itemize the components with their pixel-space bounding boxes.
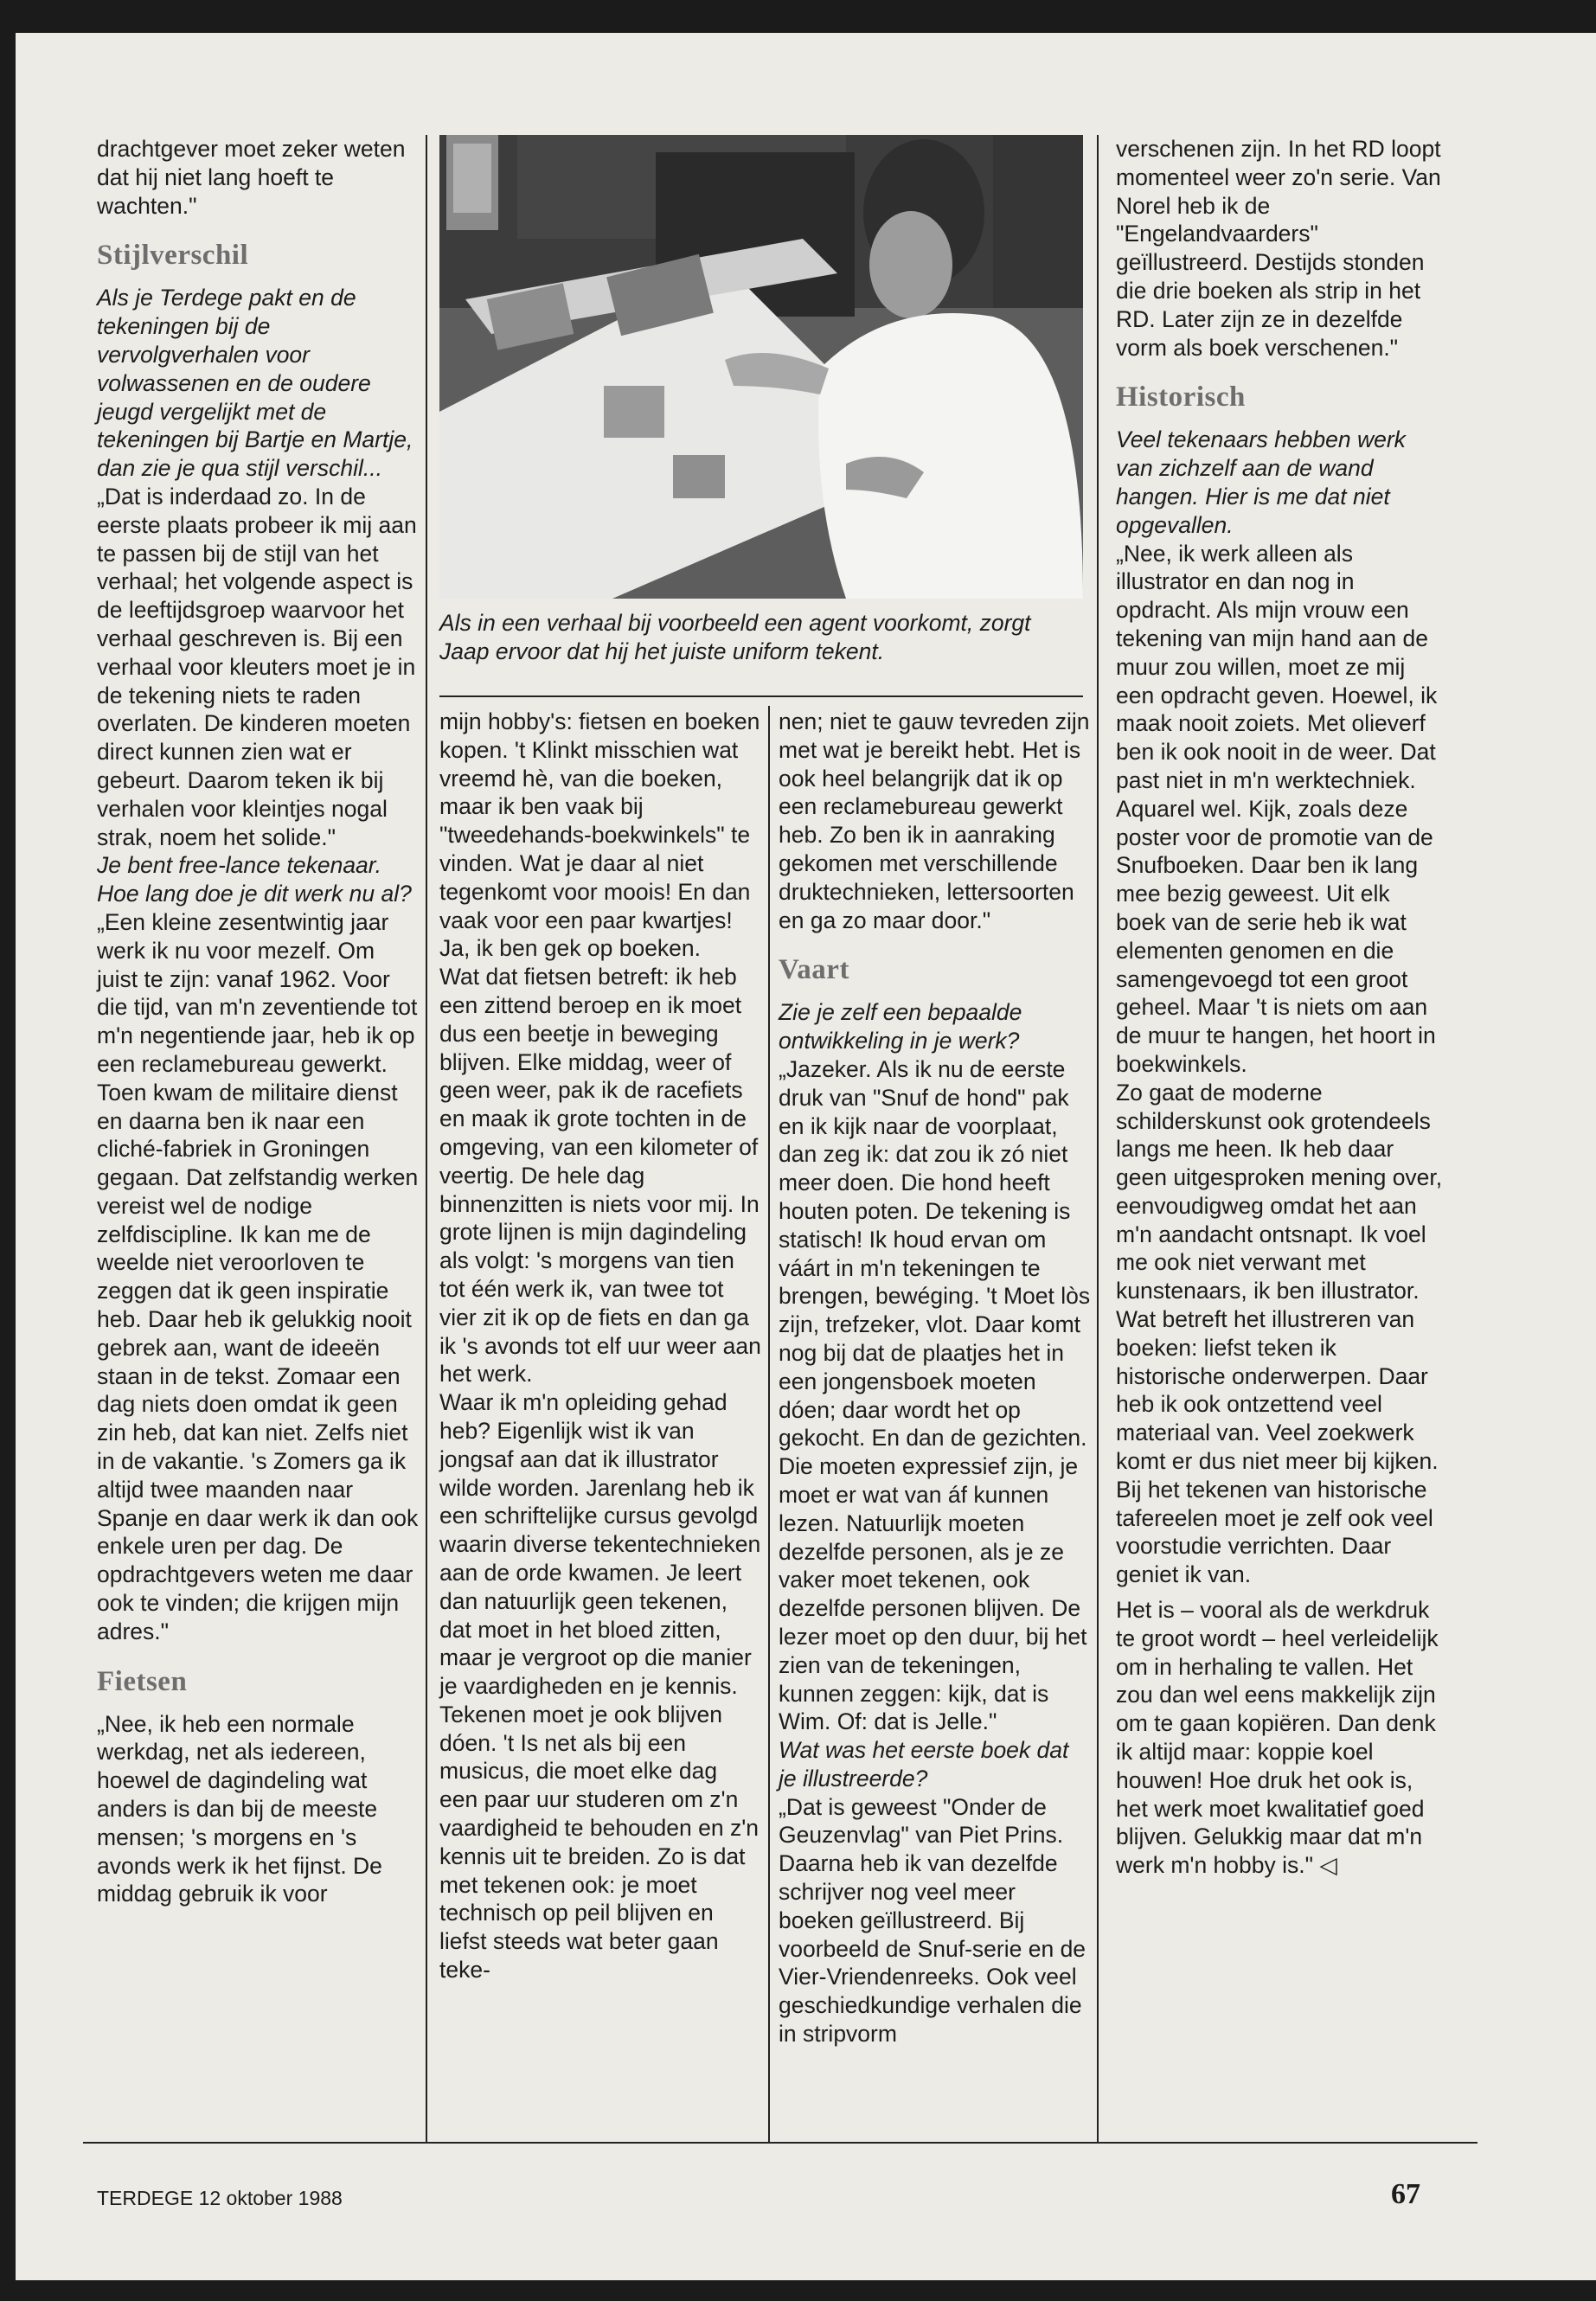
page-number: 67: [1391, 2178, 1420, 2210]
paragraph: verschenen zijn. In het RD loopt momenteel weer zo'n serie. Van Norel heb ik de "Engelandvaarders" geïllustreerd. Destijds stonden die drie boeken als strip in het RD. Later zijn ze in dezelfde vorm als boek verschenen.": [1116, 136, 1441, 361]
section-heading-vaart: Vaart: [779, 954, 849, 986]
photo-artwork: [439, 135, 1083, 599]
paragraph: „Nee, ik heb een normale werkdag, net als iedereen, hoewel de dagindeling wat anders is dan bij de meeste mensen; 's morgens en 's avonds werk ik het fijnst. De middag gebruik ik voor: [97, 1710, 382, 1907]
section-heading-stijlverschil: Stijlverschil: [97, 240, 249, 272]
bottom-rule: [83, 2142, 1477, 2144]
caption-rule: [439, 695, 1083, 697]
paragraph: „Jazeker. Als ik nu de eerste druk van "Snuf de hond" pak en ik kijk naar de voorplaat, dan zeg ik: dat zou ik zó niet meer doen. Die hond heeft houten poten. De tekening is statisch! Ik houd ervan om váárt in m'n tekeningen te brengen, bewéging. 't Moet lòs zijn, trefzeker, vlot. Daar komt nog bij dat de plaatjes het in een jongensboek moeten dóen; daar wordt het op gekocht. En dan de gezichten. Die moeten expressief zijn, je moet er wat van áf kunnen lezen. Natuurlijk moeten dezelfde personen, als je ze vaker moet tekenen, ook dezelfde personen blijven. De lezer moet op den duur, bij het zien van de tekeningen, kunnen zeggen: kijk, dat is Wim. Of: dat is Jelle.": [779, 1055, 1091, 1735]
paragraph: „Nee, ik werk alleen als illustrator en dan nog in opdracht. Als mijn vrouw een tekening van mijn hand aan de muur zou willen, moet ze mij een opdracht geven. Hoewel, ik maak nooit zoiets. Met olieverf ben ik ook nooit in de weer. Dat past niet in m'n werktechniek. Aquarel wel. Kijk, zoals deze poster voor de promotie van de Snufboeken. Daar ben ik lang mee bezig geweest. Uit elk boek van de serie heb ik wat elementen genomen en die samengevoegd tot een groot geheel. Maar 't is niets om aan de muur te hangen, het hoort in boekwinkels.: [1116, 540, 1438, 1077]
paragraph: Wat dat fietsen betreft: ik heb een zittend beroep en ik moet dus een beetje in beweging blijven. Elke middag, weer of geen weer, pak ik de racefiets en maak ik grote tochten in de omgeving, van een kilometer of veertig. De hele dag binnenzitten is niets voor mij. In grote lijnen is mijn dagindeling als volgt: 's morgens van tien tot één werk ik, van twee tot vier zit ik op de fiets en dan ga ik 's avonds tot elf uur weer aan het werk.: [439, 964, 761, 1388]
paragraph: Wat betreft het illustreren van boeken: liefst teken ik historische onderwerpen. Daar heb ik ook ontzettend veel materiaal van. Veel zoekwerk komt er dus niet meer bij kijken. Bij het tekenen van historische tafereelen moet je zelf ook veel voorstudie verrichten. Daar geniet ik van.: [1116, 1306, 1439, 1588]
text-column-3: [779, 708, 1092, 2048]
paragraph: Het is – vooral als de werkdruk te groot wordt – heel verleidelijk om in herhaling te vallen. Het zou dan wel eens makkelijk zijn om te gaan kopiëren. Dan denk ik altijd maar: koppie koel houwen! Hoe druk het ook is, het werk moet kwalitatief goed blijven. Gelukkig maar dat m'n werk m'n hobby is." ◁: [1116, 1597, 1439, 1879]
interview-question: Zie je zelf een bepaalde ontwikkeling in je werk?: [779, 999, 1022, 1054]
paragraph: drachtgever moet zeker weten dat hij niet lang hoeft te wachten.": [97, 136, 406, 219]
paragraph: „Een kleine zesentwintig jaar werk ik nu voor mezelf. Om juist te zijn: vanaf 1962. Voor die tijd, van m'n zeventiende tot m'n negentiende jaar, heb ik op een reclamebureau gewerkt. Toen kwam de militaire dienst en daarna ben ik naar een cliché-fabriek in Groningen gegaan. Dat zelfstandig werken vereist wel de nodige zelfdiscipline. Ik kan me de weelde niet veroorloven te zeggen dat ik geen inspiratie heb. Daar heb ik gelukkig nooit gebrek aan, want de ideeën staan in de tekst. Zomaar een dag niets doen omdat ik geen zin heb, dat kan niet. Zelfs niet in de vakantie. 's Zomers ga ik altijd twee maanden naar Spanje en daar werk ik dan ook enkele uren per dag. De opdrachtgevers weten me daar ook te vinden; die krijgen mijn adres.": [97, 908, 419, 1644]
column-rule-1: [426, 135, 427, 2142]
text-column-2: [439, 708, 761, 1984]
paragraph: „Dat is geweest "Onder de Geuzenvlag" van Piet Prins. Daarna heb ik van dezelfde schrijver nog veel meer boeken geïllustreerd. Bij voorbeeld de Snuf-serie en de Vier-Vriendenreeks. Ook veel geschiedkundige verhalen die in stripvorm: [779, 1793, 1086, 2048]
section-heading-historisch: Historisch: [1116, 381, 1246, 413]
magazine-page: [16, 33, 1596, 2280]
column-rule-3: [1097, 135, 1099, 2142]
paragraph: nen; niet te gauw tevreden zijn met wat je bereikt hebt. Het is ook heel belangrijk dat ik op een reclamebureau gewerkt heb. Zo ben ik in aanraking gekomen met verschillende druktechnieken, lettersoorten en ga zo maar door.": [779, 708, 1090, 933]
illustrator-photo: [439, 135, 1083, 599]
publication-footer: TERDEGE 12 oktober 1988: [97, 2187, 343, 2209]
interview-question: Wat was het eerste boek dat je illustreerde?: [779, 1737, 1069, 1791]
column-rule-2: [768, 706, 770, 2142]
photo-caption: Als in een verhaal bij voorbeeld een agent voorkomt, zorgt Jaap ervoor dat hij het juiste uniform tekent.: [439, 610, 1031, 664]
interview-question: Als je Terdege pakt en de tekeningen bij de vervolgverhalen voor volwassenen en de oudere jeugd vergelijkt met de tekeningen bij Bartje en Martje, dan zie je qua stijl verschil...: [97, 285, 413, 482]
paragraph: mijn hobby's: fietsen en boeken kopen. 't Klinkt misschien wat vreemd hè, van die boeken, maar ik ben vaak bij "tweedehands-boekwinkels" te vinden. Wat je daar al niet tegenkomt voor moois! En dan vaak voor een paar kwartjes! Ja, ik ben gek op boeken.: [439, 708, 760, 962]
paragraph: „Dat is inderdaad zo. In de eerste plaats probeer ik mij aan te passen bij de stijl van het verhaal; het volgende aspect is de leeftijdsgroep waarvoor het verhaal geschreven is. Bij een verhaal voor kleuters moet je in de tekening niets te raden overlaten. De kinderen moeten direct kunnen zien wat er gebeurt. Daarom teken ik bij verhalen voor kleintjes nogal strak, noem het solide.": [97, 483, 417, 850]
interview-question: Je bent free-lance tekenaar. Hoe lang doe je dit werk nu al?: [97, 852, 412, 907]
paragraph: Waar ik m'n opleiding gehad heb? Eigenlijk wist ik van jongsaf aan dat ik illustrator wilde worden. Jarenlang heb ik een schriftelijke cursus gevolgd waarin diverse tekentechnieken aan de orde kwamen. Je leert dan natuurlijk geen tekenen, dat moet in het bloed zitten, maar je vergroot op die manier je vaardigheden en je kennis. Tekenen moet je ook blijven dóen. 't Is net als bij een musicus, die moet elke dag een paar uur studeren om z'n vaardigheid te behouden en z'n kennis uit te breiden. Zo is dat met tekenen ook: je moet technisch op peil blijven en liefst steeds wat beter gaan teke-: [439, 1389, 761, 1984]
text-column-4: [1116, 135, 1445, 1880]
section-heading-fietsen: Fietsen: [97, 1665, 188, 1697]
text-column-1: [97, 135, 419, 1908]
interview-question: Veel tekenaars hebben werk van zichzelf aan de wand hangen. Hier is me dat niet opgevallen.: [1116, 426, 1406, 538]
paragraph: Zo gaat de moderne schilderskunst ook grotendeels langs me heen. Ik heb daar geen uitgesproken mening over, eenvoudigweg omdat het aan m'n aandacht ontsnapt. Ik voel me ook niet verwant met kunstenaars, ik ben illustrator.: [1116, 1079, 1443, 1304]
